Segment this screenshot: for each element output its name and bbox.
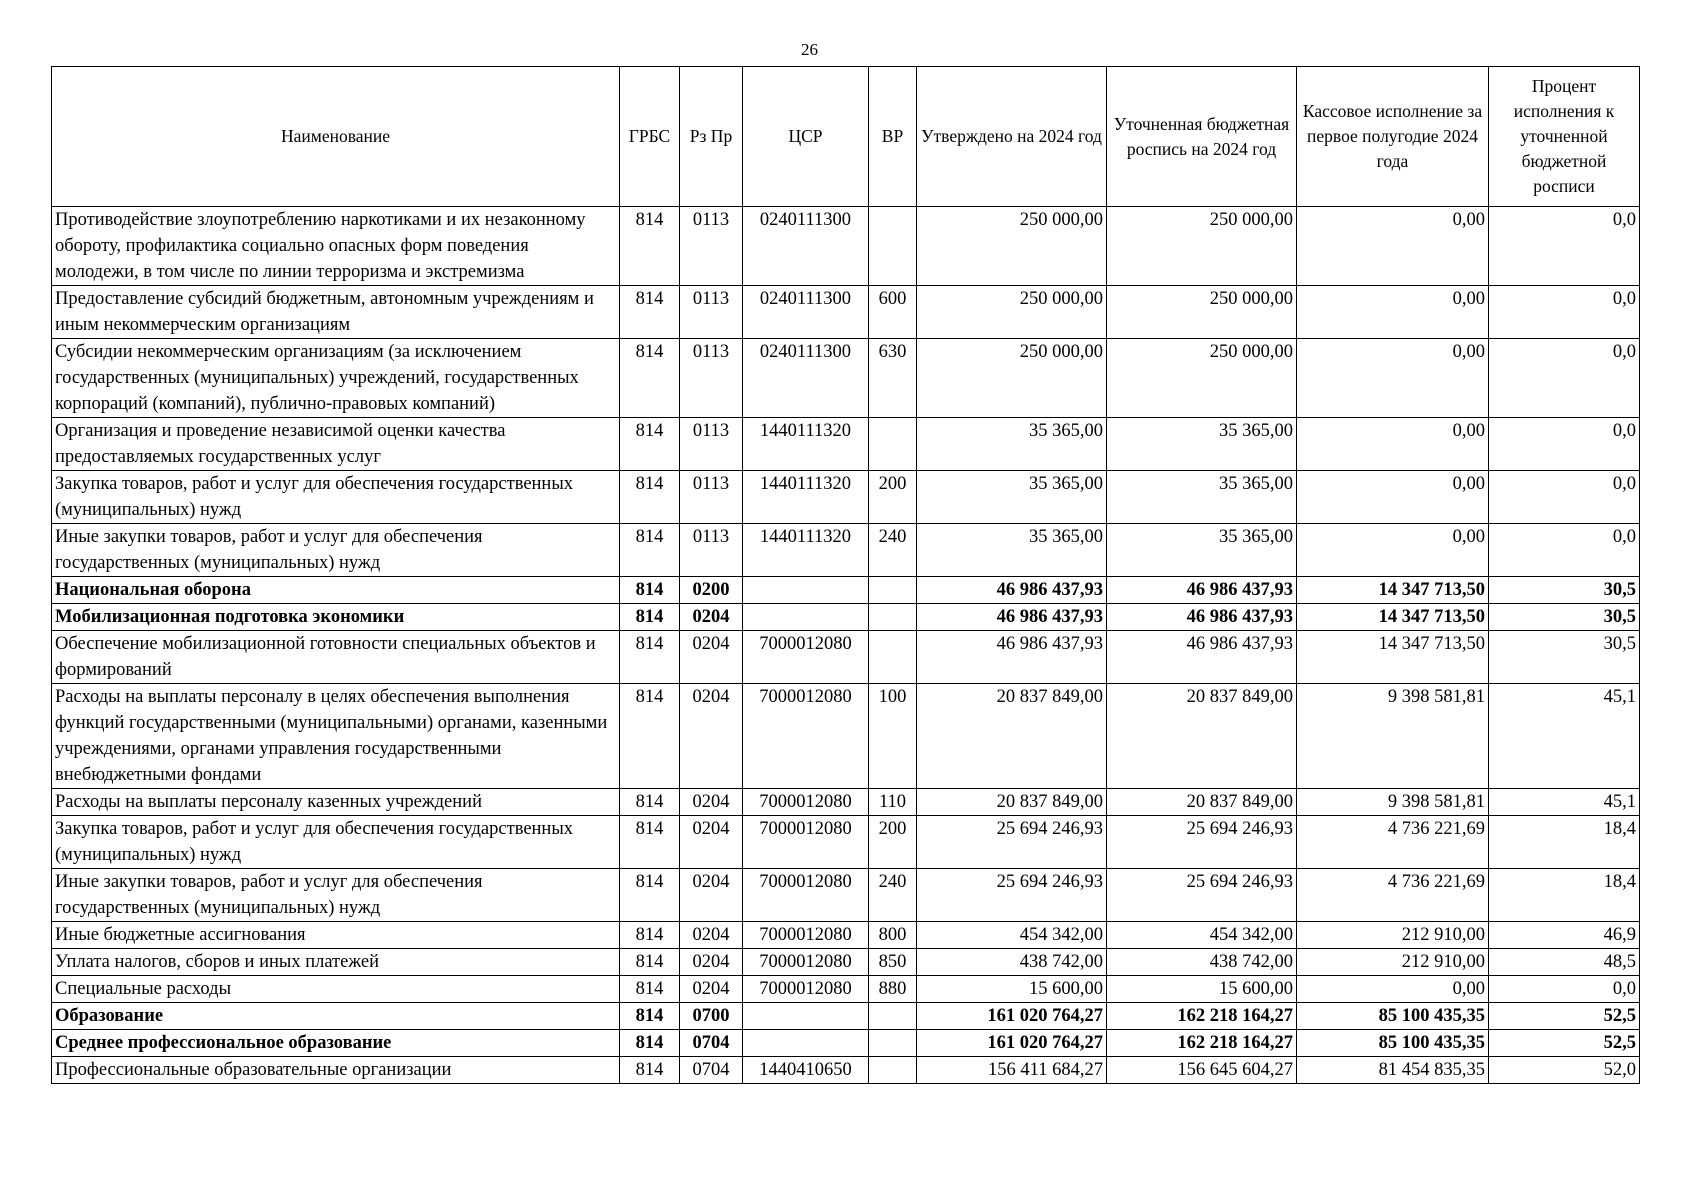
cell-csr: 7000012080 [743, 976, 869, 1003]
cell-approved: 25 694 246,93 [917, 869, 1107, 922]
cell-vr: 240 [869, 869, 917, 922]
cell-vr: 200 [869, 816, 917, 869]
cell-approved: 250 000,00 [917, 286, 1107, 339]
cell-approved: 250 000,00 [917, 339, 1107, 418]
cell-grbs: 814 [620, 418, 680, 471]
cell-executed: 0,00 [1297, 418, 1489, 471]
table-row [52, 1057, 1640, 1084]
table-row [52, 922, 1640, 949]
table-row [52, 418, 1640, 471]
table-row [52, 684, 1640, 789]
cell-rzpr: 0113 [680, 339, 743, 418]
cell-approved: 46 986 437,93 [917, 631, 1107, 684]
cell-refined: 250 000,00 [1107, 286, 1297, 339]
cell-percent: 30,5 [1489, 577, 1640, 604]
cell-executed: 81 454 835,35 [1297, 1057, 1489, 1084]
cell-percent: 52,5 [1489, 1030, 1640, 1057]
cell-rzpr: 0113 [680, 207, 743, 286]
cell-csr [743, 604, 869, 631]
cell-approved: 156 411 684,27 [917, 1057, 1107, 1084]
table-row [52, 789, 1640, 816]
cell-executed: 0,00 [1297, 339, 1489, 418]
cell-refined: 35 365,00 [1107, 418, 1297, 471]
cell-vr: 100 [869, 684, 917, 789]
header-csr: ЦСР [743, 67, 869, 207]
cell-csr: 1440111320 [743, 471, 869, 524]
cell-name: Расходы на выплаты персоналу казенных учреждений [52, 789, 620, 816]
cell-refined: 162 218 164,27 [1107, 1003, 1297, 1030]
table-row [52, 631, 1640, 684]
cell-executed: 212 910,00 [1297, 949, 1489, 976]
cell-rzpr: 0704 [680, 1057, 743, 1084]
cell-approved: 161 020 764,27 [917, 1003, 1107, 1030]
cell-rzpr: 0204 [680, 949, 743, 976]
cell-refined: 25 694 246,93 [1107, 869, 1297, 922]
table-row [52, 286, 1640, 339]
cell-rzpr: 0204 [680, 789, 743, 816]
cell-vr [869, 577, 917, 604]
cell-rzpr: 0113 [680, 471, 743, 524]
table-row [52, 577, 1640, 604]
cell-grbs: 814 [620, 339, 680, 418]
cell-approved: 20 837 849,00 [917, 684, 1107, 789]
cell-grbs: 814 [620, 1057, 680, 1084]
header-vr: ВР [869, 67, 917, 207]
table-row [52, 816, 1640, 869]
cell-percent: 0,0 [1489, 339, 1640, 418]
cell-approved: 25 694 246,93 [917, 816, 1107, 869]
cell-name: Среднее профессиональное образование [52, 1030, 620, 1057]
cell-refined: 156 645 604,27 [1107, 1057, 1297, 1084]
cell-vr: 600 [869, 286, 917, 339]
cell-percent: 18,4 [1489, 816, 1640, 869]
cell-percent: 52,0 [1489, 1057, 1640, 1084]
cell-grbs: 814 [620, 789, 680, 816]
cell-csr: 1440410650 [743, 1057, 869, 1084]
cell-csr [743, 1003, 869, 1030]
header-grbs: ГРБС [620, 67, 680, 207]
budget-table [51, 66, 1640, 1084]
cell-rzpr: 0204 [680, 976, 743, 1003]
cell-csr: 0240111300 [743, 339, 869, 418]
cell-name: Иные закупки товаров, работ и услуг для обеспечения государственных (муниципальных) нужд [52, 524, 620, 577]
cell-percent: 52,5 [1489, 1003, 1640, 1030]
cell-name: Мобилизационная подготовка экономики [52, 604, 620, 631]
cell-approved: 35 365,00 [917, 418, 1107, 471]
cell-refined: 35 365,00 [1107, 471, 1297, 524]
cell-refined: 25 694 246,93 [1107, 816, 1297, 869]
cell-name: Иные закупки товаров, работ и услуг для обеспечения государственных (муниципальных) нужд [52, 869, 620, 922]
table-row [52, 869, 1640, 922]
cell-percent: 0,0 [1489, 286, 1640, 339]
table-row [52, 1003, 1640, 1030]
cell-approved: 46 986 437,93 [917, 577, 1107, 604]
cell-name: Организация и проведение независимой оценки качества предоставляемых государственных услуг [52, 418, 620, 471]
cell-percent: 30,5 [1489, 631, 1640, 684]
cell-vr: 110 [869, 789, 917, 816]
cell-grbs: 814 [620, 631, 680, 684]
cell-executed: 14 347 713,50 [1297, 604, 1489, 631]
cell-name: Профессиональные образовательные организации [52, 1057, 620, 1084]
cell-grbs: 814 [620, 577, 680, 604]
cell-vr: 240 [869, 524, 917, 577]
cell-csr: 7000012080 [743, 816, 869, 869]
cell-csr: 7000012080 [743, 789, 869, 816]
cell-approved: 250 000,00 [917, 207, 1107, 286]
cell-refined: 20 837 849,00 [1107, 789, 1297, 816]
cell-name: Образование [52, 1003, 620, 1030]
cell-grbs: 814 [620, 976, 680, 1003]
cell-refined: 438 742,00 [1107, 949, 1297, 976]
cell-grbs: 814 [620, 1003, 680, 1030]
cell-approved: 35 365,00 [917, 524, 1107, 577]
cell-approved: 454 342,00 [917, 922, 1107, 949]
cell-rzpr: 0204 [680, 684, 743, 789]
cell-vr [869, 631, 917, 684]
cell-percent: 0,0 [1489, 207, 1640, 286]
cell-percent: 45,1 [1489, 789, 1640, 816]
cell-name: Закупка товаров, работ и услуг для обеспечения государственных (муниципальных) нужд [52, 471, 620, 524]
cell-csr [743, 1030, 869, 1057]
cell-rzpr: 0113 [680, 524, 743, 577]
table-row [52, 339, 1640, 418]
table-row [52, 471, 1640, 524]
cell-executed: 14 347 713,50 [1297, 631, 1489, 684]
cell-vr [869, 1003, 917, 1030]
cell-grbs: 814 [620, 207, 680, 286]
cell-csr: 1440111320 [743, 418, 869, 471]
cell-approved: 20 837 849,00 [917, 789, 1107, 816]
cell-name: Иные бюджетные ассигнования [52, 922, 620, 949]
cell-approved: 161 020 764,27 [917, 1030, 1107, 1057]
cell-csr: 0240111300 [743, 207, 869, 286]
cell-grbs: 814 [620, 471, 680, 524]
cell-csr: 7000012080 [743, 631, 869, 684]
cell-csr: 7000012080 [743, 949, 869, 976]
cell-refined: 15 600,00 [1107, 976, 1297, 1003]
cell-refined: 46 986 437,93 [1107, 577, 1297, 604]
cell-rzpr: 0204 [680, 631, 743, 684]
cell-executed: 0,00 [1297, 524, 1489, 577]
cell-executed: 9 398 581,81 [1297, 684, 1489, 789]
cell-executed: 4 736 221,69 [1297, 869, 1489, 922]
cell-approved: 46 986 437,93 [917, 604, 1107, 631]
header-executed: Кассовое исполнение за первое полугодие 2024 года [1297, 67, 1489, 207]
cell-executed: 212 910,00 [1297, 922, 1489, 949]
table-row [52, 604, 1640, 631]
cell-vr [869, 1030, 917, 1057]
cell-grbs: 814 [620, 869, 680, 922]
cell-vr [869, 207, 917, 286]
cell-percent: 30,5 [1489, 604, 1640, 631]
table-row [52, 976, 1640, 1003]
cell-percent: 48,5 [1489, 949, 1640, 976]
cell-percent: 0,0 [1489, 471, 1640, 524]
cell-rzpr: 0204 [680, 922, 743, 949]
cell-refined: 250 000,00 [1107, 339, 1297, 418]
cell-rzpr: 0704 [680, 1030, 743, 1057]
cell-refined: 250 000,00 [1107, 207, 1297, 286]
cell-csr: 0240111300 [743, 286, 869, 339]
cell-name: Расходы на выплаты персоналу в целях обеспечения выполнения функций государственными (муниципальными) органами, казенными учреждениями, органами управления государственными внебюджетными фондами [52, 684, 620, 789]
cell-grbs: 814 [620, 1030, 680, 1057]
cell-rzpr: 0200 [680, 577, 743, 604]
table-row [52, 524, 1640, 577]
cell-percent: 0,0 [1489, 524, 1640, 577]
cell-refined: 20 837 849,00 [1107, 684, 1297, 789]
header-percent: Процент исполнения к уточненной бюджетной росписи [1489, 67, 1640, 207]
table-row [52, 949, 1640, 976]
cell-refined: 162 218 164,27 [1107, 1030, 1297, 1057]
cell-grbs: 814 [620, 524, 680, 577]
cell-executed: 85 100 435,35 [1297, 1003, 1489, 1030]
cell-csr: 7000012080 [743, 922, 869, 949]
cell-refined: 46 986 437,93 [1107, 631, 1297, 684]
cell-approved: 15 600,00 [917, 976, 1107, 1003]
cell-rzpr: 0113 [680, 286, 743, 339]
table-body [52, 207, 1640, 1084]
cell-percent: 0,0 [1489, 418, 1640, 471]
cell-csr: 7000012080 [743, 869, 869, 922]
cell-csr: 7000012080 [743, 684, 869, 789]
table-row [52, 1030, 1640, 1057]
cell-refined: 454 342,00 [1107, 922, 1297, 949]
cell-executed: 0,00 [1297, 286, 1489, 339]
cell-vr: 200 [869, 471, 917, 524]
cell-executed: 0,00 [1297, 471, 1489, 524]
cell-grbs: 814 [620, 684, 680, 789]
header-approved: Утверждено на 2024 год [917, 67, 1107, 207]
cell-executed: 14 347 713,50 [1297, 577, 1489, 604]
cell-rzpr: 0204 [680, 869, 743, 922]
cell-grbs: 814 [620, 286, 680, 339]
cell-name: Закупка товаров, работ и услуг для обеспечения государственных (муниципальных) нужд [52, 816, 620, 869]
cell-percent: 46,9 [1489, 922, 1640, 949]
cell-name: Субсидии некоммерческим организациям (за исключением государственных (муниципальных) учреждений, государственных корпораций (компаний), публично-правовых компаний) [52, 339, 620, 418]
cell-name: Предоставление субсидий бюджетным, автономным учреждениям и иным некоммерческим организациям [52, 286, 620, 339]
cell-vr [869, 418, 917, 471]
table-row [52, 207, 1640, 286]
cell-csr: 1440111320 [743, 524, 869, 577]
cell-name: Уплата налогов, сборов и иных платежей [52, 949, 620, 976]
cell-executed: 85 100 435,35 [1297, 1030, 1489, 1057]
cell-grbs: 814 [620, 604, 680, 631]
cell-csr [743, 577, 869, 604]
cell-approved: 438 742,00 [917, 949, 1107, 976]
cell-grbs: 814 [620, 949, 680, 976]
cell-vr: 880 [869, 976, 917, 1003]
header-row [52, 67, 1640, 207]
cell-grbs: 814 [620, 816, 680, 869]
cell-percent: 45,1 [1489, 684, 1640, 789]
cell-rzpr: 0113 [680, 418, 743, 471]
cell-refined: 35 365,00 [1107, 524, 1297, 577]
header-refined: Уточненная бюджетная роспись на 2024 год [1107, 67, 1297, 207]
cell-grbs: 814 [620, 922, 680, 949]
header-name: Наименование [52, 67, 620, 207]
cell-refined: 46 986 437,93 [1107, 604, 1297, 631]
cell-rzpr: 0204 [680, 816, 743, 869]
cell-executed: 9 398 581,81 [1297, 789, 1489, 816]
cell-vr: 630 [869, 339, 917, 418]
cell-vr: 850 [869, 949, 917, 976]
cell-executed: 4 736 221,69 [1297, 816, 1489, 869]
cell-percent: 18,4 [1489, 869, 1640, 922]
cell-rzpr: 0204 [680, 604, 743, 631]
cell-vr: 800 [869, 922, 917, 949]
cell-executed: 0,00 [1297, 207, 1489, 286]
cell-rzpr: 0700 [680, 1003, 743, 1030]
cell-percent: 0,0 [1489, 976, 1640, 1003]
cell-executed: 0,00 [1297, 976, 1489, 1003]
cell-name: Обеспечение мобилизационной готовности специальных объектов и формирований [52, 631, 620, 684]
cell-name: Противодействие злоупотреблению наркотиками и их незаконному обороту, профилактика социально опасных форм поведения молодежи, в том числе по линии терроризма и экстремизма [52, 207, 620, 286]
cell-vr [869, 604, 917, 631]
cell-approved: 35 365,00 [917, 471, 1107, 524]
header-rzpr: Рз Пр [680, 67, 743, 207]
cell-name: Специальные расходы [52, 976, 620, 1003]
cell-vr [869, 1057, 917, 1084]
cell-name: Национальная оборона [52, 577, 620, 604]
page-number: 26 [801, 40, 818, 59]
